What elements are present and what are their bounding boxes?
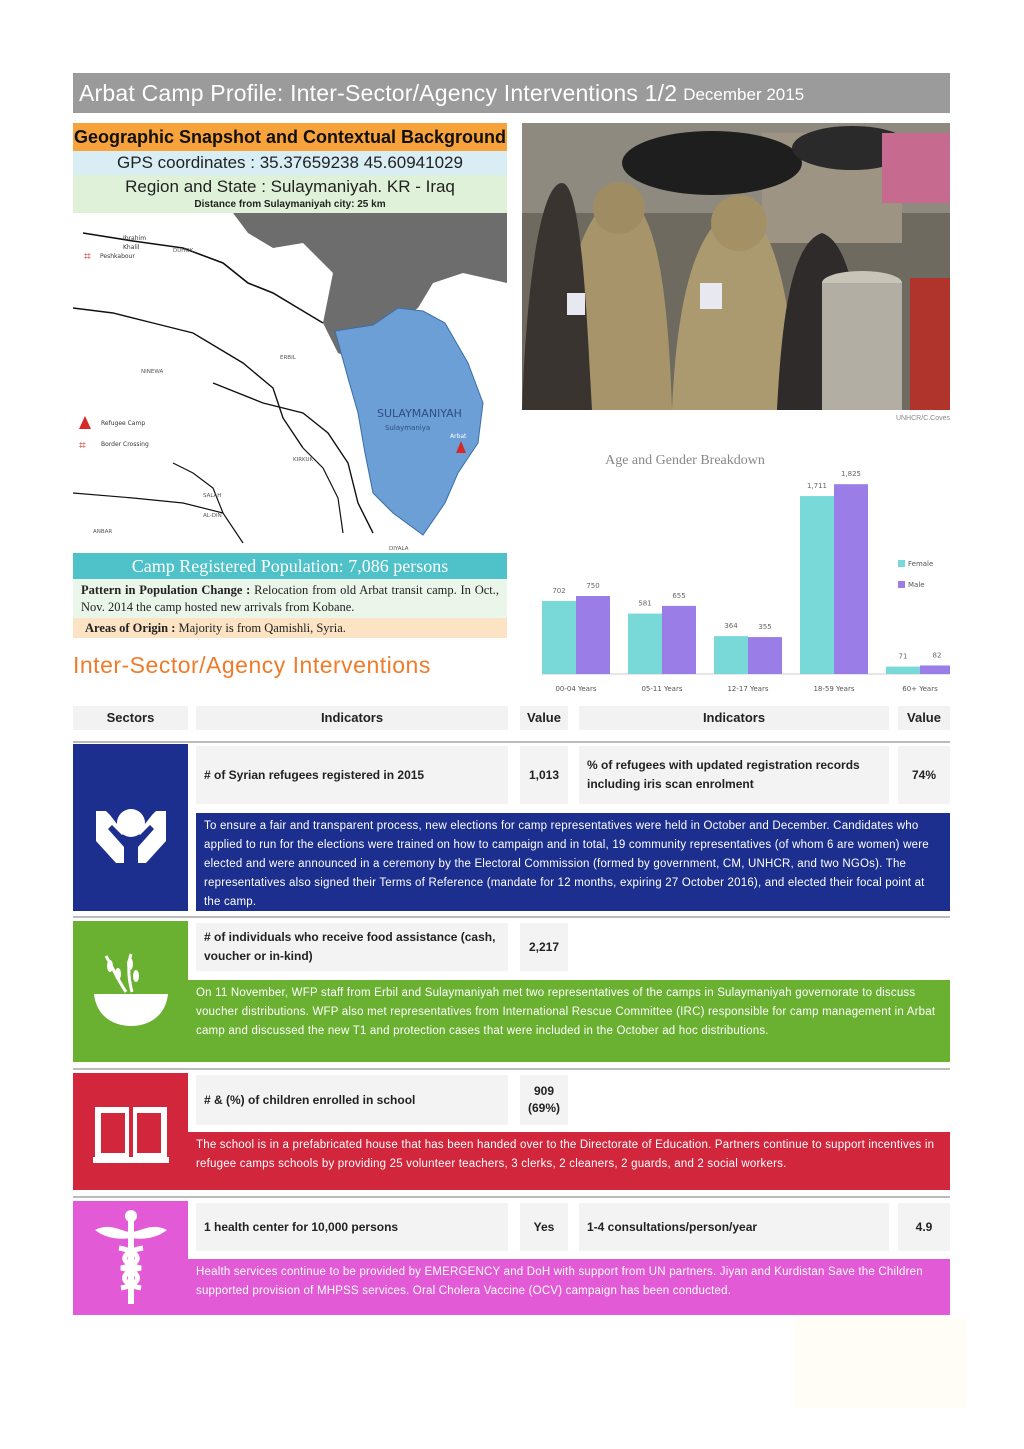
bar-female-1 [628,614,662,674]
open-book-icon [91,1099,171,1165]
age-gender-chart [522,440,950,698]
map-label-diyala: DIYALA [389,546,409,552]
food-sector [73,921,188,1062]
legend-refugee-camp: Refugee Camp [101,420,146,427]
legend-border-crossing: Border Crossing [101,441,149,448]
header-sectors: Sectors [73,706,188,730]
health-description: Health services continue to be provided by EMERGENCY and DoH with support from UN partners. Jiyan and Kurdistan Save the Children supported provision of MHPSS services. Oral Cholera Vaccine (OCV) campaign has been conducted. [188,1259,950,1315]
protection-indicator-1: # of Syrian refugees registered in 2015 [196,746,508,804]
bar-female-2 [714,636,748,674]
row-divider [73,916,950,918]
education-description: The school is in a prefabricated house that has been handed over to the Directorate of Education. Partners continue to support incentives in refugee camps schools by providing 25 volunteer teachers, 3 clerks, 2 cleaners, 2 guards, and 2 social workers. [188,1132,950,1190]
distance-text: Distance from Sulaymaniyah city: 25 km [73,198,507,213]
border-crossing-legend-icon: ⌗ [79,438,86,452]
pattern-text: Relocation from old Arbat transit camp. In Oct., Nov. 2014 the camp hosted new arrivals from Kobane. [81,583,500,614]
health-value-1: Yes [520,1203,568,1251]
map-label-aldin: AL-DIN [203,513,222,519]
region-state: Region and State : Sulaymaniyah. KR - Iraq [73,175,507,199]
data-label-female-4: 71 [898,652,908,661]
category-label-2: 12-17 Years [727,685,769,693]
health-indicator-2: 1-4 consultations/person/year [579,1203,889,1251]
bar-male-0 [576,596,610,674]
legend-swatch-female [898,560,905,567]
origin-label: Areas of Origin : [85,621,176,635]
education-indicator-1: # & (%) of children enrolled in school [196,1075,508,1125]
protection-sector [73,744,188,911]
map-label-anbar: ANBAR [93,529,113,535]
section-title: Inter-Sector/Agency Interventions [73,652,431,678]
health-indicator-1: 1 health center for 10,000 persons [196,1203,508,1251]
data-label-male-2: 355 [758,623,772,632]
row-divider [73,1196,950,1198]
map-label-peshkabour: Peshkabour [100,253,135,260]
map-label-ninewa: NINEWA [141,369,164,375]
data-label-male-1: 655 [672,591,686,600]
bar-female-3 [800,496,834,674]
data-label-female-3: 1,711 [806,482,828,491]
snapshot-heading: Geographic Snapshot and Contextual Background [73,123,507,151]
data-label-female-1: 581 [638,599,652,608]
blank-panel [795,1318,967,1408]
header-indicators-2: Indicators [579,706,889,730]
row-divider [73,1068,950,1070]
bar-female-0 [542,601,576,674]
food-bowl-wheat-icon [86,952,176,1032]
map-label-erbil: ERBIL [280,355,296,361]
map-label-khalil: Khalil [123,244,140,251]
food-description: On 11 November, WFP staff from Erbil and Sulaymaniyah met two representatives of the camps in Sulaymaniyah governorate to discuss voucher distributions. WFP also met representatives from International Rescue Committee (IRC) responsible for camp management in Arbat camp and discussed the new T1 and protection cases that were included in the October ad hoc distributions. [188,980,950,1062]
gps-coordinates: GPS coordinates : 35.37659238 45.60941029 [73,151,507,175]
data-label-female-2: 364 [724,622,738,631]
legend-label-female: Female [908,560,934,568]
education-value-percent: (69%) [527,1101,560,1115]
map-label-ibrahim: Ibrahim [123,235,147,242]
camp-registered-population: Camp Registered Population: 7,086 persons [73,553,507,579]
population-pattern [73,579,507,618]
camp-location-map [73,213,507,553]
food-indicator-1: # of individuals who receive food assistance (cash, voucher or in-kind) [196,923,508,971]
protection-hands-icon [86,783,176,873]
category-label-3: 18-59 Years [813,685,855,693]
education-sector [73,1073,188,1190]
header-indicators-1: Indicators [196,706,508,730]
education-value-1 [520,1075,568,1125]
map-label-salah: SALAH [203,493,222,499]
chart-title: Age and Gender Breakdown [605,453,765,468]
map-label-sulaymaniyah: SULAYMANIYAH [377,407,462,420]
category-label-4: 60+ Years [902,685,938,693]
data-label-male-4: 82 [932,651,942,660]
food-value-1: 2,217 [520,923,568,971]
category-label-1: 05-11 Years [641,685,683,693]
protection-value-2: 74% [898,746,950,804]
bar-female-4 [886,667,920,674]
data-label-male-0: 750 [586,582,600,590]
origin-text: Majority is from Qamishli, Syria. [178,621,346,635]
map-label-arbat: Arbat [450,433,467,440]
caduceus-icon [91,1208,171,1308]
row-divider [73,741,950,743]
legend-swatch-male [898,581,905,588]
bar-male-3 [834,484,868,674]
bar-male-1 [662,606,696,674]
data-label-male-3: 1,825 [840,470,862,479]
protection-indicator-2: % of refugees with updated registration records including iris scan enrolment [579,746,889,804]
border-crossing-icon: ⌗ [84,249,91,263]
legend-label-male: Male [908,581,925,589]
map-label-kirkuk: KIRKUK [293,457,314,463]
education-value-count: 909 [533,1084,555,1098]
health-sector [73,1201,188,1315]
category-label-0: 00-04 Years [555,685,597,693]
map-label-sulaymaniya-city: Sulaymaniya [385,424,431,432]
header-value-2: Value [898,706,950,730]
header-value-1: Value [520,706,568,730]
page-date: December 2015 [683,85,805,104]
page-title: Arbat Camp Profile: Inter-Sector/Agency Interventions 1/2 [79,79,678,106]
bar-male-2 [748,637,782,674]
bar-male-4 [920,665,950,674]
map-label-duhok: DUHOK [173,248,194,254]
photo-credit: UNHCR/C.Coves [895,415,950,422]
data-label-female-0: 702 [552,586,566,595]
title-bar [73,73,950,113]
protection-description: To ensure a fair and transparent process, new elections for camp representatives were held in October and December. Candidates who applied to run for the elections were trained on how to campaign and in total, 19 community representatives (of whom 6 are women) were elected and were announced in a ceremony by the Electoral Commission (formed by government, CM, UNHCR, and two NGOs). The representatives also signed their Terms of Reference (mandate for 12 months, expiring 27 October 2016), and elected their focal point at the camp. [196,813,950,911]
health-value-2: 4.9 [898,1203,950,1251]
areas-of-origin [73,618,507,638]
pattern-label: Pattern in Population Change : [81,583,251,597]
protection-value-1: 1,013 [520,746,568,804]
camp-photo [522,123,950,410]
